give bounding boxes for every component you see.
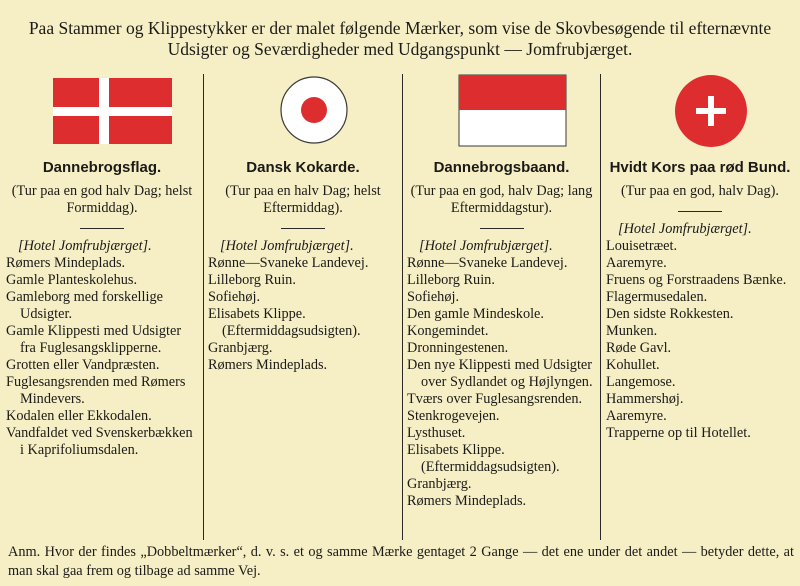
- cockade-center: [301, 97, 327, 123]
- tour-description: (Tur paa en god, halv Dag; lang Eftermiddagstur).: [410, 183, 593, 216]
- red-white-band-icon: [407, 74, 596, 150]
- column-divider: [402, 74, 403, 540]
- list-item: Vandfaldet ved Svenskerbækken i Kaprifoliumsdalen.: [6, 425, 193, 458]
- separator: [80, 228, 124, 229]
- list-item: Kongemindet.: [407, 323, 489, 339]
- list-item: Gamle Klippesti med Udsigter fra Fuglesangsklipperne.: [6, 323, 182, 356]
- list-item: Dronningestenen.: [407, 340, 509, 356]
- column-divider: [203, 74, 204, 540]
- band-red-half: [459, 75, 566, 110]
- list-item: Gamle Planteskolehus.: [6, 272, 138, 288]
- list-item: Tværs over Fuglesangsrenden.: [407, 391, 583, 407]
- column-title: Dansk Kokarde.: [246, 159, 360, 176]
- list-item: Louisetræet.: [606, 238, 678, 254]
- tour-description: (Tur paa en god, halv Dag).: [621, 183, 779, 199]
- list-item: Elisabets Klippe. (Eftermiddagsudsigten).: [407, 442, 560, 475]
- list-item: Hammershøj.: [606, 391, 684, 407]
- list-item: Aaremyre.: [606, 255, 667, 271]
- list-item: Elisabets Klippe. (Eftermiddagsudsigten).: [208, 306, 361, 339]
- list-item: [Hotel Jomfrubjærget].: [419, 238, 553, 254]
- column-title: Dannebrogsflag.: [42, 159, 162, 176]
- list-item: Stenkrogevejen.: [407, 408, 500, 424]
- list-item: Kodalen eller Ekkodalen.: [6, 408, 152, 424]
- entry-list: [208, 238, 398, 374]
- list-item: Langemose.: [606, 374, 676, 390]
- column-hvidt-kors: [606, 74, 794, 540]
- column-title: Hvidt Kors paa rød Bund.: [609, 159, 791, 176]
- list-item: Kohullet.: [606, 357, 660, 373]
- footnote: [8, 543, 794, 581]
- column-title: Dannebrogsbaand.: [433, 159, 570, 176]
- column-divider: [600, 74, 601, 540]
- list-item: Fuglesangsrenden med Rømers Mindevers.: [6, 374, 186, 407]
- list-item: Rømers Mindeplads.: [208, 357, 328, 373]
- separator: [678, 211, 722, 212]
- entry-list: [606, 221, 794, 442]
- white-cross-horizontal: [696, 108, 726, 114]
- intro-text: Paa Stammer og Klippestykker er der malet følgende Mærker, som vise de Skovbesøgende til efternævnte Udsigter og Seværdigheder med Udgangspunkt — Jomfrubjærget.: [28, 18, 772, 59]
- list-item: Munken.: [606, 323, 658, 339]
- list-item: Trapperne op til Hotellet.: [606, 425, 751, 441]
- cockade-icon: [208, 74, 398, 150]
- list-item: Lilleborg Ruin.: [208, 272, 296, 288]
- list-item: Lilleborg Ruin.: [407, 272, 495, 288]
- list-item: Sofiehøj.: [208, 289, 261, 305]
- tour-description: (Tur paa en halv Dag; helst Eftermiddag).: [225, 183, 381, 216]
- list-item: Den sidste Rokkesten.: [606, 306, 734, 322]
- list-item: Sofiehøj.: [407, 289, 460, 305]
- list-item: Rømers Mindeplads.: [6, 255, 126, 271]
- list-item: Den nye Klippesti med Udsigter over Sydlandet og Højlyngen.: [407, 357, 593, 390]
- list-item: [Hotel Jomfrubjærget].: [618, 221, 752, 237]
- list-item: Rømers Mindeplads.: [407, 493, 527, 509]
- list-item: Fruens og Forstraadens Bænke.: [606, 272, 787, 288]
- list-item: Grotten eller Vandpræsten.: [6, 357, 160, 373]
- list-item: Rønne—Svaneke Landevej.: [208, 255, 369, 271]
- list-item: Granbjærg.: [208, 340, 273, 356]
- list-item: Granbjærg.: [407, 476, 472, 492]
- list-item: Aaremyre.: [606, 408, 667, 424]
- entry-list: [407, 238, 596, 510]
- column-dansk-kokarde: [208, 74, 398, 540]
- list-item: Rønne—Svaneke Landevej.: [407, 255, 568, 271]
- list-item: Den gamle Mindeskole.: [407, 306, 544, 322]
- tour-description: (Tur paa en god halv Dag; helst Formiddag).: [11, 183, 193, 216]
- separator: [480, 228, 524, 229]
- flag-cross-horizontal: [53, 107, 172, 116]
- separator: [281, 228, 325, 229]
- footnote-prefix: Anm.: [8, 544, 41, 560]
- list-item: [Hotel Jomfrubjærget].: [18, 238, 152, 254]
- entry-list: [6, 238, 198, 459]
- list-item: Røde Gavl.: [606, 340, 672, 356]
- list-item: Flagermusedalen.: [606, 289, 708, 305]
- column-dannebrogsflag: [6, 74, 198, 540]
- list-item: Lysthuset.: [407, 425, 466, 441]
- list-item: Gamleborg med forskellige Udsigter.: [6, 289, 163, 322]
- footnote-text: Hvor der findes „Dobbeltmærker“, d. v. s. et og samme Mærke gentaget 2 Gange — det ene under det andet — betyder dette, at man skal gaa frem og tilbage ad samme Vej.: [8, 544, 794, 579]
- white-cross-red-circle-icon: [606, 74, 794, 150]
- column-dannebrogsbaand: [407, 74, 596, 540]
- list-item: [Hotel Jomfrubjærget].: [220, 238, 354, 254]
- dannebrog-flag-icon: [6, 74, 198, 150]
